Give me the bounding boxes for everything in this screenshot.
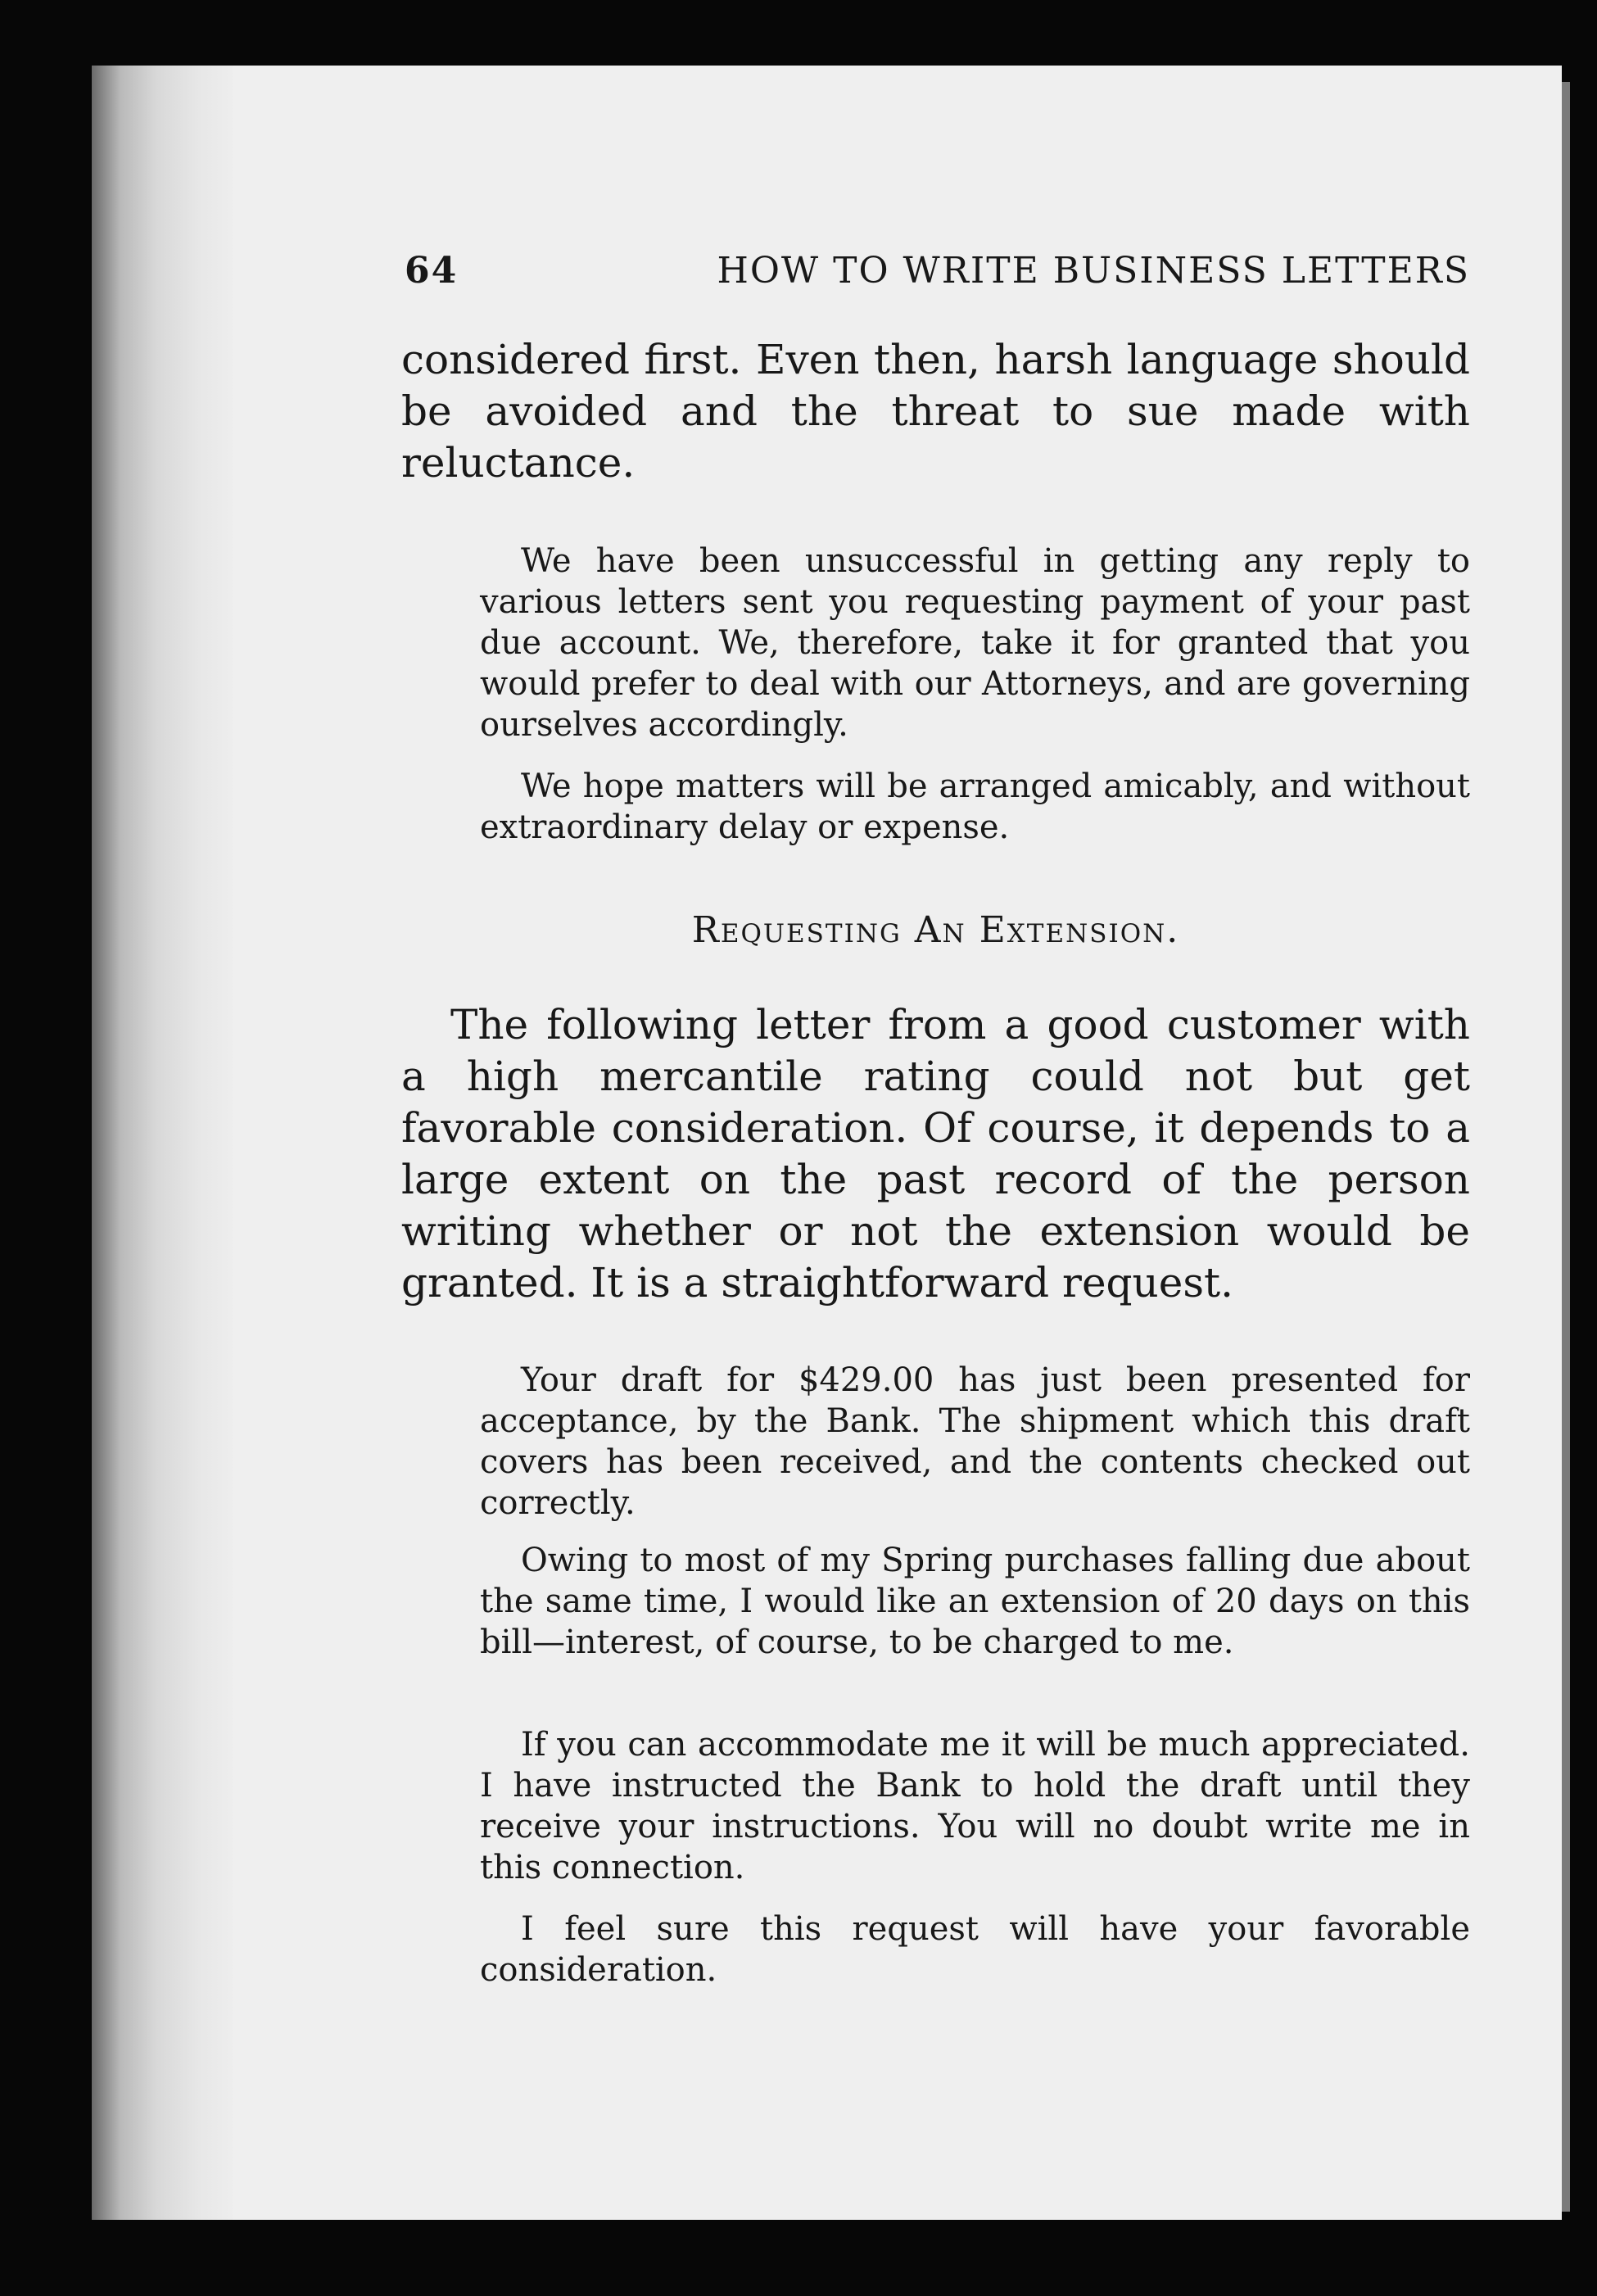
extension-letter-paragraph-4: I feel sure this request will have your favorable consideration. xyxy=(480,1910,1470,1989)
body-paragraph-continued: considered first. Even then, harsh language should be avoided and the threat to sue made with reluctance. xyxy=(401,336,1470,487)
page-number: 64 xyxy=(405,250,459,292)
section-heading: Requesting An Extension. xyxy=(691,909,1180,951)
extension-letter-paragraph-3: If you can accommodate me it will be much appreciated. I have instructed the Bank to hold the draft until they receive your instructions. You will no doubt write me in this connection. xyxy=(480,1726,1470,1886)
book-gutter-edge xyxy=(92,66,235,2220)
extension-letter-paragraph-1: Your draft for $429.00 has just been presented for acceptance, by the Bank. The shipment which this draft covers has been received, and the contents checked out correctly. xyxy=(480,1361,1470,1522)
running-head xyxy=(401,250,1470,299)
book-title: HOW TO WRITE BUSINESS LETTERS xyxy=(717,250,1470,292)
body-paragraph-intro: The following letter from a good customer with a high mercantile rating could not but get favorable consideration. Of course, it depends to a large extent on the past record of the person writing whether or not the extension would be granted. It is a straightforward request. xyxy=(401,1001,1470,1307)
collection-letter-paragraph-1: We have been unsuccessful in getting any reply to various letters sent you requesting payment of your past due account. We, therefore, take it for granted that you would prefer to deal with our Attorneys, and are governing ourselves accordingly. xyxy=(480,542,1470,744)
collection-letter-paragraph-2: We hope matters will be arranged amicably, and without extraordinary delay or expense. xyxy=(480,768,1470,846)
page-right-edge xyxy=(1562,82,1570,2212)
extension-letter-paragraph-2: Owing to most of my Spring purchases falling due about the same time, I would like an extension of 20 days on this bill—interest, of course, to be charged to me. xyxy=(480,1542,1470,1661)
